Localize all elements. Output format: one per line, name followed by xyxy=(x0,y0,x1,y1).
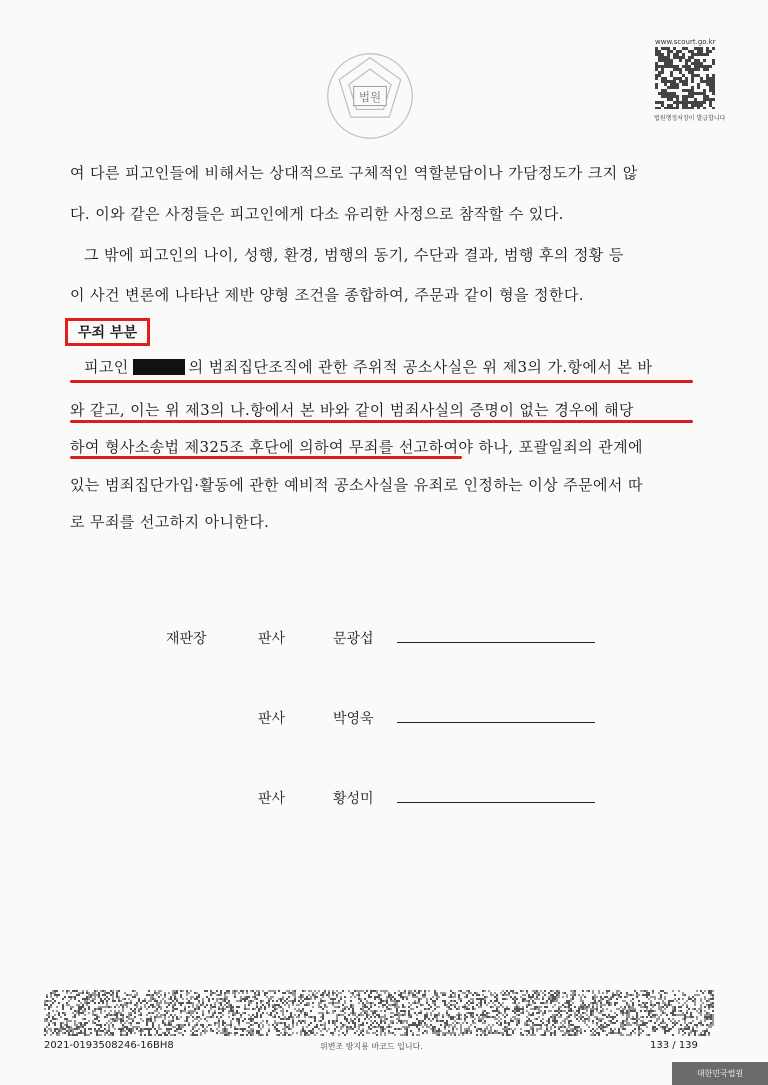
signature-row xyxy=(0,628,768,650)
page-number: 133 / 139 xyxy=(650,1040,698,1051)
document-id: 2021-0193508246-16BH8 xyxy=(44,1040,174,1051)
body-line: 이 사건 변론에 나타난 제반 양형 조건을 종합하여, 주문과 같이 형을 정한다. xyxy=(70,286,584,304)
judge-name: 황성미 xyxy=(333,791,374,807)
acquittal-line: 하여 형사소송법 제325조 후단에 의하여 무죄를 선고하여야 하나, 포괄일죄의 관계에 xyxy=(70,438,643,456)
body-line: 다. 이와 같은 사정들은 피고인에게 다소 유리한 사정으로 참작할 수 있다. xyxy=(70,205,564,223)
seal-text: 법원 xyxy=(358,89,382,104)
red-underline xyxy=(70,380,693,383)
qr-caption: 법원행정처장이 발급합니다 xyxy=(654,115,726,122)
presiding-title: 재판장 xyxy=(166,631,207,647)
judge-name: 문광섭 xyxy=(333,631,374,647)
redaction-block xyxy=(133,359,185,375)
qr-code-icon xyxy=(655,47,715,109)
red-underline xyxy=(70,420,693,423)
judge-role: 판사 xyxy=(258,791,286,807)
acquittal-line-start: 피고인 xyxy=(84,358,129,376)
judge-name: 박영욱 xyxy=(333,711,374,727)
acquittal-line: 와 같고, 이는 위 제3의 나.항에서 본 바와 같이 범죄사실의 증명이 없는 경우에 해당 xyxy=(70,401,634,419)
barcode-notice: 위변조 방지용 바코드 입니다. xyxy=(320,1042,423,1051)
court-url: www.scourt.go.kr xyxy=(655,38,716,46)
acquittal-line-rest: 의 범죄집단조직에 관한 주위적 공소사실은 위 제3의 가.항에서 본 바 xyxy=(188,358,653,376)
acquittal-line: 로 무죄를 선고하지 아니한다. xyxy=(70,513,270,531)
judge-role: 판사 xyxy=(258,711,286,727)
red-underline xyxy=(70,456,462,459)
anti-forgery-barcode xyxy=(44,990,714,1036)
acquittal-line xyxy=(70,356,709,377)
signature-row xyxy=(0,788,768,810)
signature-line xyxy=(397,642,595,643)
issuer-tag: 대한민국법원 xyxy=(672,1062,768,1085)
body-line: 그 밖에 피고인의 나이, 성행, 환경, 범행의 동기, 수단과 결과, 범행 후의 정황 등 xyxy=(84,246,624,264)
court-seal-icon xyxy=(322,48,418,144)
judge-role: 판사 xyxy=(258,631,286,647)
signature-line xyxy=(397,722,595,723)
section-heading: 무죄 부분 xyxy=(65,318,150,346)
acquittal-line: 있는 범죄집단가입·활동에 관한 예비적 공소사실을 유죄로 인정하는 이상 주문에서 따 xyxy=(70,476,643,494)
signature-line xyxy=(397,802,595,803)
body-line: 여 다른 피고인들에 비해서는 상대적으로 구체적인 역할분담이나 가담정도가 크지 않 xyxy=(70,164,638,182)
signature-row xyxy=(0,708,768,730)
